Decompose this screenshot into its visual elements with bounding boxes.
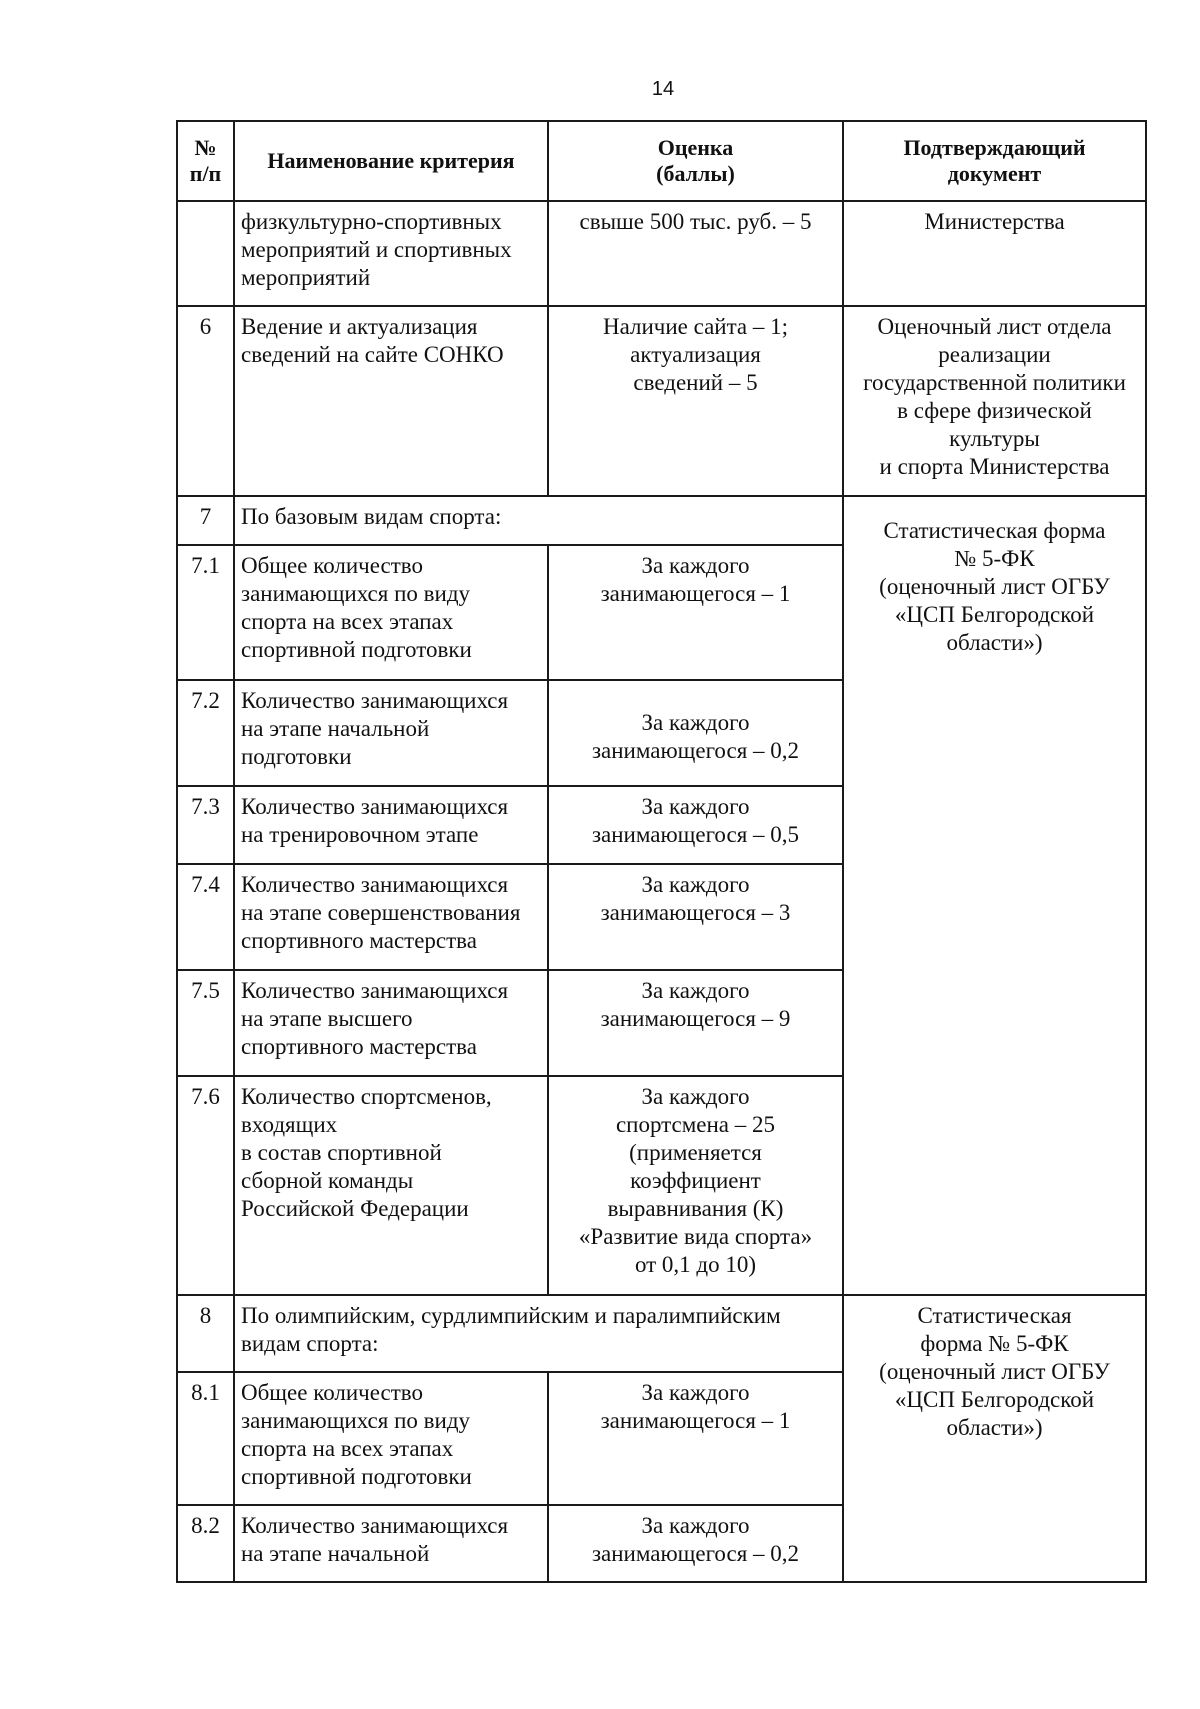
row-score: За каждого занимающегося – 0,2: [548, 1505, 843, 1582]
row-num: 7.6: [177, 1076, 234, 1295]
table-row: [177, 1295, 1146, 1372]
row-num: [177, 201, 234, 306]
row-num: 7.3: [177, 786, 234, 864]
row-score: За каждого занимающегося – 3: [548, 864, 843, 970]
row-doc: Министерства: [843, 201, 1146, 306]
row-name: Количество спортсменов, входящих в состав спортивной сборной команды Российской Федерации: [234, 1076, 548, 1295]
row-score: За каждого занимающегося – 1: [548, 1372, 843, 1505]
row-num: 8: [177, 1295, 234, 1372]
header-score: Оценка (баллы): [548, 121, 843, 201]
row-score: За каждого занимающегося – 9: [548, 970, 843, 1076]
row-score: свыше 500 тыс. руб. – 5: [548, 201, 843, 306]
row-num: 7.5: [177, 970, 234, 1076]
row-num: 8.1: [177, 1372, 234, 1505]
row-name: Количество занимающихся на этапе начальной подготовки: [234, 680, 548, 786]
row-name: Количество занимающихся на этапе начальной: [234, 1505, 548, 1582]
row-num: 8.2: [177, 1505, 234, 1582]
row-name: Ведение и актуализация сведений на сайте СОНКО: [234, 306, 548, 496]
row-name: По олимпийским, сурдлимпийским и паралимпийским видам спорта:: [234, 1295, 843, 1372]
row-score: За каждого занимающегося – 0,5: [548, 786, 843, 864]
row-doc: Статистическая форма № 5-ФК (оценочный лист ОГБУ «ЦСП Белгородской области»): [843, 496, 1146, 1295]
row-num: 6: [177, 306, 234, 496]
table-header-row: [177, 121, 1146, 201]
header-num: № п/п: [177, 121, 234, 201]
row-num: 7.2: [177, 680, 234, 786]
row-name: Общее количество занимающихся по виду спорта на всех этапах спортивной подготовки: [234, 1372, 548, 1505]
row-name: Количество занимающихся на этапе высшего спортивного мастерства: [234, 970, 548, 1076]
row-num: 7: [177, 496, 234, 545]
row-name: Количество занимающихся на этапе совершенствования спортивного мастерства: [234, 864, 548, 970]
row-name: Общее количество занимающихся по виду спорта на всех этапах спортивной подготовки: [234, 545, 548, 680]
row-score: За каждого занимающегося – 0,2: [548, 680, 843, 786]
row-name: По базовым видам спорта:: [234, 496, 843, 545]
row-score: Наличие сайта – 1; актуализация сведений – 5: [548, 306, 843, 496]
row-name: Количество занимающихся на тренировочном этапе: [234, 786, 548, 864]
row-name: физкультурно-спортивных мероприятий и спортивных мероприятий: [234, 201, 548, 306]
row-score: За каждого занимающегося – 1: [548, 545, 843, 680]
row-num: 7.4: [177, 864, 234, 970]
row-doc: Оценочный лист отдела реализации государственной политики в сфере физической культуры и спорта Министерства: [843, 306, 1146, 496]
row-num: 7.1: [177, 545, 234, 680]
header-doc: Подтверждающий документ: [843, 121, 1146, 201]
table-row: [177, 496, 1146, 545]
row-doc: Статистическая форма № 5-ФК (оценочный лист ОГБУ «ЦСП Белгородской области»): [843, 1295, 1146, 1582]
row-score: За каждого спортсмена – 25 (применяется коэффициент выравнивания (К) «Развитие вида спорта» от 0,1 до 10): [548, 1076, 843, 1295]
page-number: 14: [651, 78, 675, 100]
header-name: Наименование критерия: [234, 121, 548, 201]
table-row: [177, 306, 1146, 496]
table-row: [177, 201, 1146, 306]
criteria-table: [176, 120, 1147, 1583]
